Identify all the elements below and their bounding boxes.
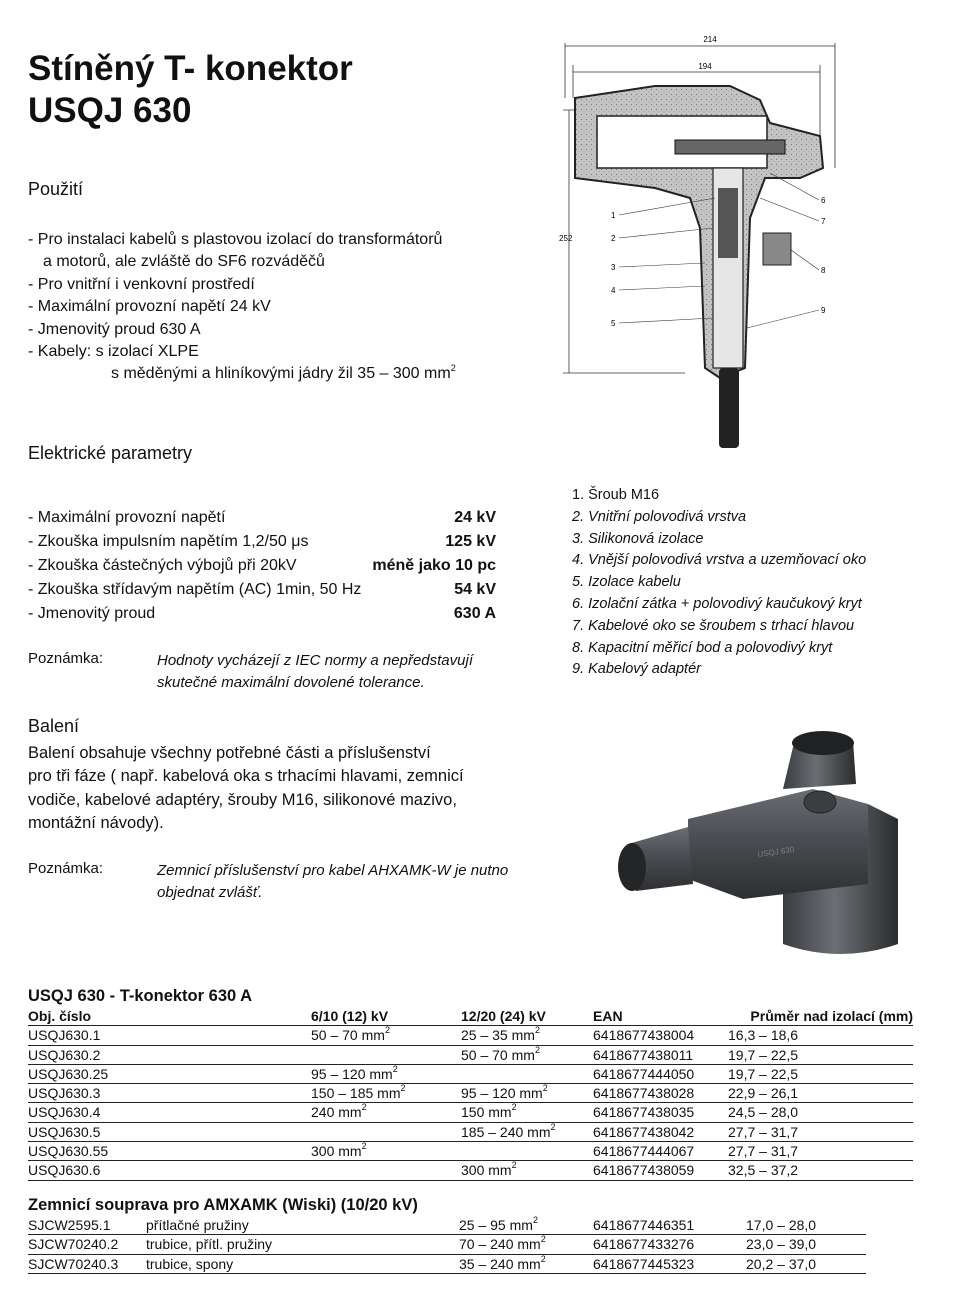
table-cell <box>461 1161 593 1180</box>
cell-text: USQJ630.4 <box>28 1104 101 1121</box>
table-cell <box>28 1045 311 1064</box>
cell-text: 6418677438028 <box>593 1085 695 1102</box>
superscript: 2 <box>534 1025 540 1036</box>
legend-item: 8. Kapacitní měřicí bod a polovodivý kryt <box>572 639 833 656</box>
cell-text: 6418677438059 <box>593 1162 695 1179</box>
table-cell <box>28 1122 311 1141</box>
table-cell <box>146 1254 459 1273</box>
superscript: 2 <box>542 1083 548 1094</box>
cell-text: trubice, přítl. pružiny <box>146 1236 273 1253</box>
table-cell <box>593 1216 746 1235</box>
cell-text: 27,7 – 31,7 <box>728 1123 799 1140</box>
table-row <box>28 1254 866 1273</box>
usage-line: - Kabely: s izolací XLPE <box>28 343 199 361</box>
cell-text: 35 – 240 mm <box>459 1255 541 1272</box>
cell-text: USQJ630.5 <box>28 1123 101 1140</box>
legend-item: 9. Kabelový adaptér <box>572 661 701 678</box>
param-label: - Zkouška střídavým napětím (AC) 1min, 50 Hz <box>28 581 362 598</box>
param-row <box>28 509 498 533</box>
param-label: - Zkouška částečných výbojů při 20kV <box>28 557 297 574</box>
table-cell <box>593 1084 728 1103</box>
svg-text:5: 5 <box>611 319 616 328</box>
note-line: skutečné maximální dovolené tolerance. <box>157 674 425 691</box>
cell-text: SJCW2595.1 <box>28 1217 111 1233</box>
table-cell <box>593 1045 728 1064</box>
cable-end <box>719 368 739 448</box>
table-cell <box>461 1026 593 1045</box>
cell-text: 6418677433276 <box>593 1236 695 1253</box>
usage-heading: Použití <box>28 179 84 199</box>
param-value: 630 A <box>453 605 496 622</box>
superscript: 2 <box>361 1102 367 1113</box>
cell-text: 95 – 120 mm <box>311 1065 393 1082</box>
table-cell <box>728 1084 913 1103</box>
cell-text: 150 – 185 mm <box>311 1085 401 1102</box>
product-table-title: USQJ 630 - T-konektor 630 A <box>28 987 253 1005</box>
table-cell <box>461 1122 593 1141</box>
cell-text: 185 – 240 mm <box>461 1123 551 1140</box>
svg-text:1: 1 <box>611 211 616 220</box>
param-label: - Maximální provozní napětí <box>28 509 226 526</box>
svg-text:8: 8 <box>821 266 826 275</box>
cell-text: 25 – 95 mm <box>459 1217 533 1233</box>
param-row <box>28 533 498 557</box>
table-cell <box>593 1254 746 1273</box>
table-row <box>28 1142 913 1161</box>
table-cell <box>746 1235 866 1254</box>
table-cell <box>146 1235 459 1254</box>
superscript: 2 <box>550 1121 556 1132</box>
cell-text: trubice, spony <box>146 1255 234 1272</box>
title-line-1: Stíněný T- konektor <box>28 49 353 88</box>
table-cell <box>459 1216 593 1235</box>
cell-text: 27,7 – 31,7 <box>728 1143 799 1160</box>
legend-item: 5. Izolace kabelu <box>572 574 681 591</box>
param-value: 54 kV <box>454 581 496 598</box>
table-row <box>28 1122 913 1141</box>
test-point-cap <box>804 791 836 813</box>
drawing-numbers-right <box>821 196 826 315</box>
cell-text: 70 – 240 mm <box>459 1236 541 1253</box>
table-cell <box>593 1103 728 1122</box>
product-table <box>28 1007 913 1181</box>
table-row <box>28 1026 913 1045</box>
param-row <box>28 581 498 605</box>
col-header: 12/20 (24) kV <box>461 1007 593 1026</box>
table-cell <box>728 1122 913 1141</box>
cell-text: 6418677438035 <box>593 1104 695 1121</box>
cell-text: 6418677446351 <box>593 1217 695 1233</box>
superscript: 2 <box>384 1025 390 1036</box>
table-cell <box>28 1142 311 1161</box>
usage-line: - Pro vnitřní i venkovní prostředí <box>28 275 255 293</box>
svg-text:2: 2 <box>611 234 616 243</box>
superscript: 2 <box>361 1141 367 1152</box>
table-cell <box>746 1254 866 1273</box>
superscript: 2 <box>511 1160 517 1171</box>
cell-text: 16,3 – 18,6 <box>728 1027 799 1044</box>
drawing-legend <box>572 485 866 681</box>
usage-line: a motorů, ale zvláště do SF6 rozváděčů <box>43 253 325 271</box>
table-row <box>28 1216 866 1235</box>
table-cell <box>593 1026 728 1045</box>
param-value: 24 kV <box>454 509 496 526</box>
grounding-table-title: Zemnicí souprava pro AMXAMK (Wiski) (10/20 kV) <box>28 1196 418 1214</box>
cell-text: 6418677438042 <box>593 1123 695 1140</box>
usage-list <box>28 229 456 386</box>
packaging-text <box>28 742 464 835</box>
legend-item: 2. Vnitřní polovodivá vrstva <box>572 508 747 525</box>
cell-text: 32,5 – 37,2 <box>728 1162 799 1179</box>
packaging-heading: Balení <box>28 716 80 736</box>
test-point <box>763 233 791 265</box>
table-cell <box>28 1026 311 1045</box>
table-cell <box>28 1254 146 1273</box>
packaging-line: montážní návody). <box>28 813 164 832</box>
table-cell <box>459 1235 593 1254</box>
usage-cores-text: s měděnými a hliníkovými jádry žil 35 – 300 mm <box>111 365 451 383</box>
svg-text:6: 6 <box>821 196 826 205</box>
param-label: - Zkouška impulsním napětím 1,2/50 μs <box>28 533 309 550</box>
cell-text: 240 mm <box>311 1104 362 1121</box>
table-header-row <box>28 1007 913 1026</box>
superscript: 2 <box>511 1102 517 1113</box>
table-cell <box>461 1103 593 1122</box>
table-cell <box>728 1103 913 1122</box>
note-line: Hodnoty vycházejí z IEC normy a nepředstavují <box>157 652 473 669</box>
table-cell <box>28 1064 311 1083</box>
cell-text: přítlačné pružiny <box>146 1217 249 1233</box>
table-row <box>28 1064 913 1083</box>
usage-line: - Maximální provozní napětí 24 kV <box>28 298 271 316</box>
packaging-line: pro tři fáze ( např. kabelová oka s trhacími hlavami, zemnicí <box>28 767 464 786</box>
title-line-2: USQJ 630 <box>28 91 192 130</box>
table-cell <box>28 1161 311 1180</box>
usage-line: - Jmenovitý proud 630 A <box>28 320 201 338</box>
table-row <box>28 1161 913 1180</box>
col-header: Průměr nad izolací (mm) <box>728 1007 913 1026</box>
packaging-note-label: Poznámka: <box>28 860 104 877</box>
cell-text: 23,0 – 39,0 <box>746 1236 817 1253</box>
cross-section-drawing <box>555 28 845 460</box>
cell-text: 50 – 70 mm <box>311 1027 385 1044</box>
drawing-numbers-left <box>611 211 616 328</box>
packaging-note-text <box>157 860 508 904</box>
table-cell <box>728 1161 913 1180</box>
superscript: 2 <box>392 1063 398 1074</box>
page-title <box>28 48 353 132</box>
table-row <box>28 1235 866 1254</box>
table-cell <box>28 1216 146 1235</box>
legend-item: 3. Silikonová izolace <box>572 530 704 547</box>
cell-text: 6418677444050 <box>593 1065 695 1082</box>
dimension-252: 252 <box>559 234 573 243</box>
param-row <box>28 557 498 581</box>
legend-item: 7. Kabelové oko se šroubem s trhací hlavou <box>572 617 855 634</box>
cell-text: 19,7 – 22,5 <box>728 1046 799 1063</box>
table-cell <box>461 1142 593 1161</box>
superscript: 2 <box>400 1083 406 1094</box>
cell-text: 6418677444067 <box>593 1143 695 1160</box>
table-cell <box>593 1064 728 1083</box>
cell-text: USQJ630.2 <box>28 1046 101 1063</box>
col-header: 6/10 (12) kV <box>311 1007 461 1026</box>
table-cell <box>311 1084 461 1103</box>
superscript: 2 <box>540 1234 546 1245</box>
note-line: objednat zvlášť. <box>157 884 263 901</box>
electrical-note-label: Poznámka: <box>28 650 104 667</box>
cell-text: 25 – 35 mm <box>461 1027 535 1044</box>
table-row <box>28 1103 913 1122</box>
table-cell <box>461 1084 593 1103</box>
table-cell <box>728 1142 913 1161</box>
table-cell <box>28 1084 311 1103</box>
note-line: Zemnicí příslušenství pro kabel AHXAMK-W je nutno <box>157 862 509 879</box>
table-cell <box>593 1142 728 1161</box>
param-value: méně jako 10 pc <box>372 557 496 574</box>
table-cell <box>459 1254 593 1273</box>
cell-text: 6418677438011 <box>593 1046 694 1063</box>
table-cell <box>28 1235 146 1254</box>
table-cell <box>461 1045 593 1064</box>
table-row <box>28 1084 913 1103</box>
superscript: 2 <box>450 363 456 374</box>
table-cell <box>593 1235 746 1254</box>
electrical-heading: Elektrické parametry <box>28 443 193 463</box>
cell-text: SJCW70240.3 <box>28 1255 119 1272</box>
cell-text: 24,5 – 28,0 <box>728 1104 799 1121</box>
superscript: 2 <box>540 1253 546 1264</box>
packaging-line: vodiče, kabelové adaptéry, šrouby M16, silikonové mazivo, <box>28 790 457 809</box>
grounding-table <box>28 1216 866 1274</box>
cell-text: 50 – 70 mm <box>461 1046 535 1063</box>
table-cell <box>311 1122 461 1141</box>
table-cell <box>593 1161 728 1180</box>
table-cell <box>146 1216 459 1235</box>
cell-text: 19,7 – 22,5 <box>728 1065 799 1082</box>
table-cell <box>311 1045 461 1064</box>
param-label: - Jmenovitý proud <box>28 605 156 622</box>
cell-text: USQJ630.6 <box>28 1162 101 1179</box>
cell-text: 6418677438004 <box>593 1027 695 1044</box>
table-cell <box>461 1064 593 1083</box>
param-value: 125 kV <box>445 533 496 550</box>
cell-text: USQJ630.25 <box>28 1065 109 1082</box>
col-header: EAN <box>593 1007 728 1026</box>
cell-text: 17,0 – 28,0 <box>746 1217 817 1233</box>
dimension-214: 214 <box>703 35 717 44</box>
cell-text: 22,9 – 26,1 <box>728 1085 799 1102</box>
usage-line-cores <box>28 363 456 385</box>
table-cell <box>311 1064 461 1083</box>
table-cell <box>593 1122 728 1141</box>
table-cell <box>28 1103 311 1122</box>
plug-top <box>792 731 854 755</box>
table-cell <box>728 1045 913 1064</box>
table-cell <box>311 1142 461 1161</box>
superscript: 2 <box>532 1215 538 1225</box>
cell-text: USQJ630.1 <box>28 1027 101 1044</box>
adapter-end <box>618 843 646 891</box>
legend-item: 4. Vnější polovodivá vrstva a uzemňovací oko <box>572 552 867 569</box>
cell-text: 300 mm <box>311 1143 362 1160</box>
inner-conductor <box>718 188 738 258</box>
table-cell <box>746 1216 866 1235</box>
col-header: Obj. číslo <box>28 1007 311 1026</box>
bolt-m16 <box>675 140 785 154</box>
cell-text: SJCW70240.2 <box>28 1236 119 1253</box>
svg-text:4: 4 <box>611 286 616 295</box>
cell-text: 300 mm <box>461 1162 512 1179</box>
cell-text: 150 mm <box>461 1104 512 1121</box>
table-cell <box>311 1026 461 1045</box>
svg-text:3: 3 <box>611 263 616 272</box>
table-cell <box>311 1103 461 1122</box>
svg-text:9: 9 <box>821 306 826 315</box>
product-photo <box>568 709 958 971</box>
electrical-note-text <box>157 650 473 694</box>
dimension-194: 194 <box>698 62 712 71</box>
cell-text: USQJ630.55 <box>28 1143 109 1160</box>
legend-item: 6. Izolační zátka + polovodivý kaučukový kryt <box>572 595 862 612</box>
usage-line: - Pro instalaci kabelů s plastovou izolací do transformátorů <box>28 231 443 248</box>
packaging-line: Balení obsahuje všechny potřebné části a příslušenství <box>28 744 431 762</box>
cell-text: 6418677445323 <box>593 1255 695 1272</box>
cell-text: 95 – 120 mm <box>461 1085 543 1102</box>
cell-text: 20,2 – 37,0 <box>746 1255 817 1272</box>
table-cell <box>728 1064 913 1083</box>
cell-text: USQJ630.3 <box>28 1085 101 1102</box>
table-cell <box>728 1026 913 1045</box>
svg-text:7: 7 <box>821 217 826 226</box>
legend-item: 1. Šroub M16 <box>572 487 660 503</box>
superscript: 2 <box>534 1044 540 1055</box>
table-row <box>28 1045 913 1064</box>
embossed-label: USQJ 630 <box>757 844 795 859</box>
table-cell <box>311 1161 461 1180</box>
param-row <box>28 605 498 629</box>
